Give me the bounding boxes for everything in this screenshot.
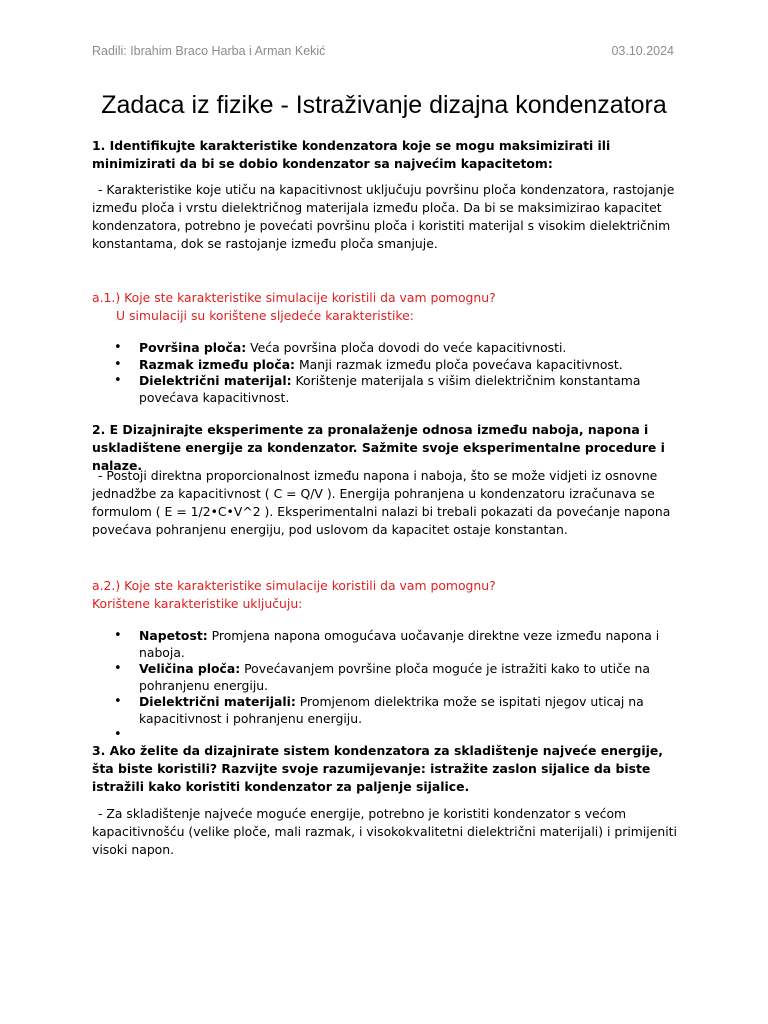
subquestion-a1-title: a.1.) Koje ste karakteristike simulacije koristili da vam pomognu?: [92, 290, 496, 305]
question-1: 1. Identifikujte karakteristike kondenzatora koje se mogu maksimizirati ili minimizirati da bi se dobio kondenzator sa najvećim kapacitetom:: [92, 138, 611, 171]
subquestion-a1: [92, 289, 682, 325]
answer-1: - Karakteristike koje utiču na kapacitivnost uključuju površinu ploča kondenzatora, rastojanje između ploča i vrstu dielektričnog materijala između ploča. Da bi se maksimizirao kapacitet kondenzatora, potrebno je povećati površinu ploča i koristiti materijal s visokim dielektričnim konstantama, dok se rastojanje između ploča smanjuje.: [92, 182, 675, 251]
answer-3: - Za skladištenje najveće moguće energije, potrebno je koristiti kondenzator s većom kapacitivnošću (velike ploče, mali razmak, i visokokvalitetni dielektrični materijali) i primijeniti visoki napon.: [92, 806, 677, 857]
subquestion-a2-intro: Korištene karakteristike uključuju:: [92, 596, 303, 611]
header-date: 03.10.2024: [611, 44, 674, 58]
bullet-icon: •: [114, 356, 122, 372]
answer-2: - Postoji direktna proporcionalnost između napona i naboja, što se može vidjeti iz osnovne jednadžbe za kapacitivnost ( C = Q/V ). Energija pohranjena u kondenzatoru izračunava se formulom ( E = 1/2•C•V^2 ). Eksperimentalni nalazi bi trebali pokazati da povećanje napona povećava pohranjenu energiju, pod uslovom da kapacitet ostaje konstantan.: [92, 468, 671, 537]
list-item: [92, 340, 682, 357]
bullet-icon: •: [114, 661, 122, 676]
list-item-text: Manji razmak između ploča povećava kapacitivnost.: [295, 356, 623, 372]
list-item-term: Površina ploča:: [139, 340, 247, 355]
subquestion-a1-intro: U simulaciji su korištene sljedeće karakteristike:: [116, 308, 414, 323]
list-item-term: Dielektrični materijal:: [139, 373, 292, 388]
list-item-text: Veća površina ploča dovodi do veće kapacitivnosti.: [246, 340, 567, 355]
list-item-term: Razmak između ploča:: [139, 356, 296, 372]
bullet-icon: •: [114, 727, 122, 742]
list-item: [92, 661, 682, 694]
list-item-term: Dielektrični materijali:: [139, 694, 296, 709]
header-authors: Radili: Ibrahim Braco Harba i Arman Kekić: [92, 44, 326, 58]
list-item-text: Povećavanjem površine ploča moguće je istražiti kako to utiče na pohranjenu energiju.: [139, 661, 650, 693]
page-header: [92, 44, 674, 62]
question-3: 3. Ako želite da dizajnirate sistem kondenzatora za skladištenje najveće energije, šta biste koristili? Razvijte svoje razumijevanje: istražite zaslon sijalice da biste istražili kako koristiti kondenzator za paljenje sijalice.: [92, 743, 663, 794]
bullet-icon: •: [114, 340, 122, 355]
bullet-icon: •: [114, 628, 122, 643]
list-item-text: Promjenom dielektrika može se ispitati njegov uticaj na kapacitivnost i pohranjenu energiju.: [139, 694, 644, 726]
list-item: [92, 373, 682, 406]
bullet-icon: •: [114, 694, 122, 709]
list-item: [92, 628, 682, 661]
question-2: 2. E Dizajnirajte eksperimente za pronalaženje odnosa između naboja, napona i uskladištene energije za kondenzator. Sažmite svoje eksperimentalne procedure i nalaze.: [92, 422, 665, 473]
list-item: [92, 357, 682, 374]
a2-bullet-list: [92, 628, 682, 742]
bullet-icon: •: [114, 373, 122, 388]
subquestion-a2-title: a.2.) Koje ste karakteristike simulacije koristili da vam pomognu?: [92, 578, 496, 593]
subquestion-a2: [92, 577, 682, 613]
list-item-term: Veličina ploča:: [139, 661, 241, 676]
list-item: [92, 694, 682, 727]
document-title: Zadaca iz fizike - Istraživanje dizajna kondenzatora: [101, 91, 667, 119]
list-item-text: Korištenje materijala s višim dielektričnim konstantama povećava kapacitivnost.: [139, 373, 641, 405]
list-item-text: Promjena napona omogućava uočavanje direktne veze između napona i naboja.: [139, 628, 660, 660]
list-item-term: Napetost:: [139, 628, 208, 643]
a1-bullet-list: [92, 340, 682, 406]
